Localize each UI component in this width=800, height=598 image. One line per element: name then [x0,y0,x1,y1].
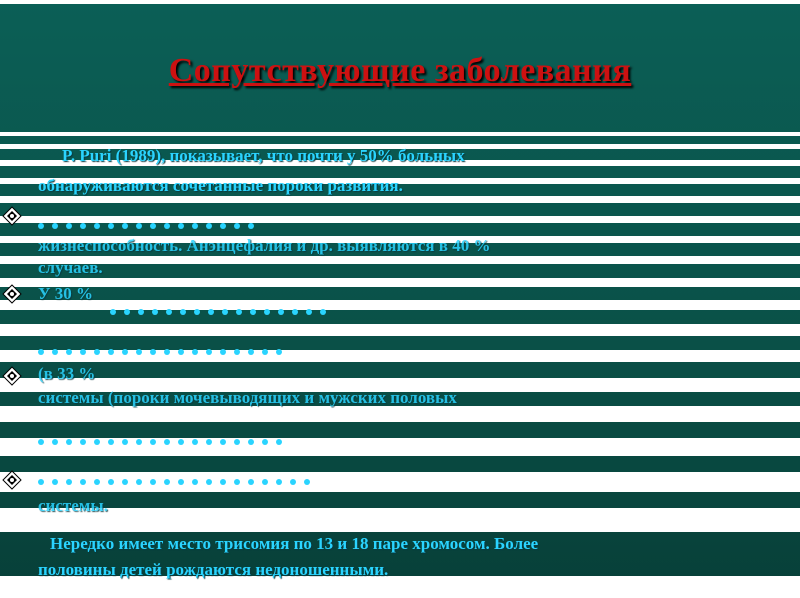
band-divider [0,256,800,264]
band-divider [0,0,800,4]
paragraph-line: Нередко имеет место трисомия по 13 и 18 паре хромосом. Более [50,534,539,553]
obscured-text [38,342,290,348]
band-divider [0,508,800,532]
band-divider [0,438,800,456]
obscured-text [38,472,318,478]
band-divider [0,278,800,287]
obscured-text [38,216,262,222]
band-divider [0,406,800,422]
diamond-ornament-icon [2,366,22,386]
paragraph-line: обнаруживаются сочетанные пороки развития. [38,176,403,195]
diamond-ornament-icon [2,284,22,304]
paragraph-line: P. Puri (1989), показывает, что почти у 50% больных [62,146,465,165]
obscured-text [38,432,290,438]
paragraph-line: половины детей рождаются недоношенными. [38,560,389,579]
text-fragment: системы (пороки мочевыводящих и мужских половых [38,388,457,407]
text-fragment: системы. [38,496,108,515]
band-divider [0,324,800,336]
band-divider [0,350,800,362]
text-fragment: (в 33 % [38,364,96,383]
band-divider [0,196,800,203]
slide-title: Сопутствующие заболевания [168,52,632,89]
band-divider [0,132,800,136]
text-fragment: случаев. [38,258,103,277]
text-fragment: жизнеспособность. Анэнцефалия и др. выявляются в 40 % [38,236,491,255]
diamond-ornament-icon [2,206,22,226]
obscured-text [110,302,334,308]
text-fragment: У 30 % [38,284,93,303]
diamond-ornament-icon [2,470,22,490]
